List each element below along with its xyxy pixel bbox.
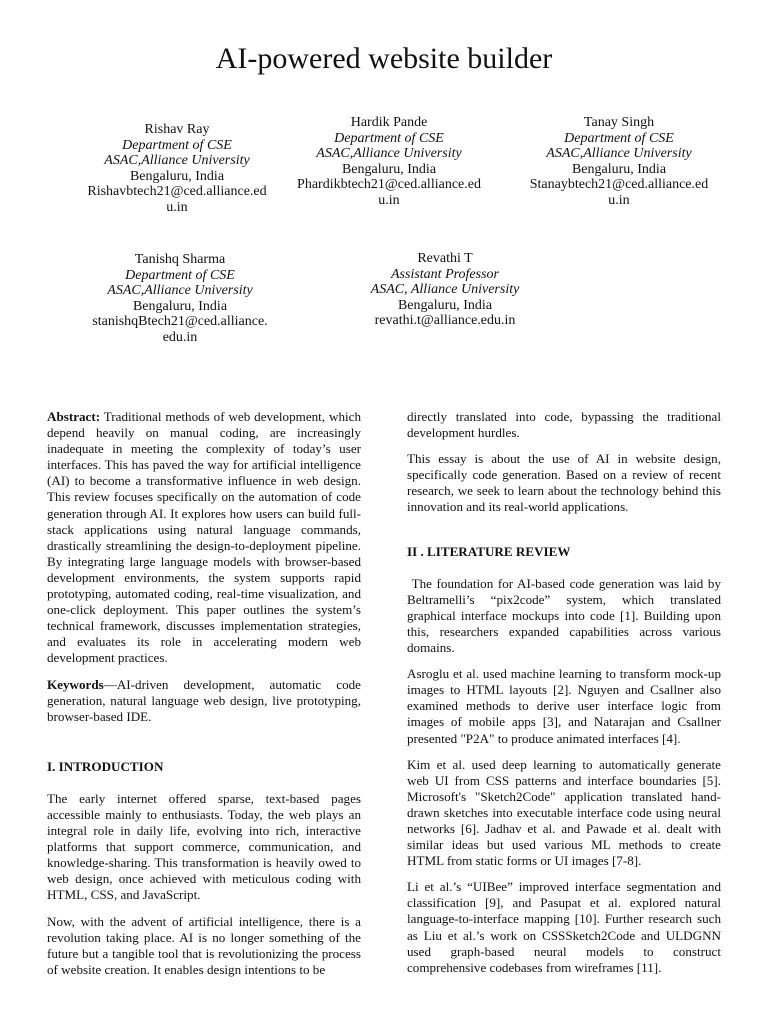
literature-paragraph: Asroglu et al. used machine learning to transform mock-up images to HTML layouts [2]. Nguyen and Csallner also examined methods to derive user interface logic from images of mobile apps [3], and Natarajan and Csallner presented "P2A" to produce animated interfaces [4].	[407, 666, 721, 746]
author-email: Phardikbtech21@ced.alliance.edu.in	[297, 177, 481, 208]
author-affiliation: ASAC,Alliance University	[107, 283, 253, 298]
author-block	[510, 115, 728, 208]
intro-paragraph: This essay is about the use of AI in website design, specifically code generation. Based on a review of recent research, we seek to learn about the technology behind this innovation and its real-world applications.	[407, 451, 721, 515]
author-block	[68, 122, 286, 215]
intro-paragraph-continued: directly translated into code, bypassing the traditional development hurdles.	[407, 409, 721, 441]
author-affiliation: ASAC,Alliance University	[546, 146, 692, 161]
author-name: Tanishq Sharma	[134, 252, 226, 267]
author-name: Hardik Pande	[350, 115, 428, 130]
left-column	[47, 409, 361, 988]
author-block	[280, 115, 498, 208]
abstract-text: Traditional methods of web development, which depend heavily on manual coding, are increasingly inadequate in meeting the complexity of today’s user interfaces. This has paved the way for artificial intelligence (AI) to become a transformative influence in web design. This review focuses specifically on the automation of code generation through AI. It explores how users can build full-stack applications using natural language commands, drastically streamlining the design-to-deployment pipeline. By integrating large language models with browser-based development environments, the system supports rapid prototyping, automated coding, real-time visualization, and one-click deployment. This paper outlines the system’s technical framework, discusses implementation strategies, and evaluates its role in accelerating modern web development practices.	[47, 409, 361, 666]
author-role: Assistant Professor	[391, 266, 499, 282]
author-name: Revathi T	[417, 251, 473, 266]
literature-paragraph: Kim et al. used deep learning to automatically generate web UI from CSS patterns and interface boundaries [5]. Microsoft's "Sketch2Code" application translated hand-drawn sketches into executable interface code using neural networks [6]. Jadhav et al. and Pawade et al. dealt with similar ideas but used various ML methods to create HTML from static forms or UI images [7-8].	[407, 756, 721, 869]
right-column	[407, 409, 725, 986]
section-heading-introduction: I. INTRODUCTION	[47, 758, 164, 774]
author-location: Bengaluru, India	[132, 298, 228, 314]
author-location: Bengaluru, India	[341, 161, 437, 177]
keywords-paragraph	[47, 677, 361, 725]
author-name: Rishav Ray	[144, 122, 210, 137]
author-department: Department of CSE	[122, 137, 232, 153]
author-department: Department of CSE	[125, 267, 235, 283]
author-location: Bengaluru, India	[397, 297, 493, 313]
author-block	[336, 251, 554, 329]
author-department: Department of CSE	[334, 130, 444, 146]
keywords-text: —AI-driven development, automatic code generation, natural language web design, live prototyping, browser-based IDE.	[47, 676, 361, 724]
literature-paragraph: Li et al.’s “UIBee” improved interface segmentation and classification [9], and Pasupat et al. explored natural language-to-interface mapping [10]. Further research such as Liu et al.’s work on CSSSketch2Code and ULDGNN used graph-based neural models to construct comprehensive codebases from wireframes [11].	[407, 879, 721, 975]
abstract-label: Abstract:	[47, 409, 101, 424]
author-email: stanishqBtech21@ced.alliance.edu.in	[92, 314, 268, 345]
intro-paragraph: The early internet offered sparse, text-based pages accessible mainly to enthusiasts. Today, the web plays an integral role in daily life, evolving into rich, interactive platforms that support commerce, communication, and knowledge-sharing. This transformation is heavily owed to web design, once achieved with meticulous coding with HTML, CSS, and JavaScript.	[47, 790, 361, 903]
keywords-label: Keywords	[47, 676, 104, 692]
paper-title: AI-powered website builder	[215, 42, 553, 75]
author-affiliation: ASAC,Alliance University	[104, 153, 250, 168]
author-affiliation: ASAC,Alliance University	[316, 146, 462, 161]
section-heading-literature-review: II . LITERATURE REVIEW	[407, 543, 571, 559]
author-email: Rishavbtech21@ced.alliance.edu.in	[87, 184, 267, 215]
author-affiliation: ASAC, Alliance University	[370, 282, 520, 297]
abstract-paragraph	[47, 409, 361, 667]
author-location: Bengaluru, India	[129, 168, 225, 184]
author-email: Stanaybtech21@ced.alliance.edu.in	[529, 177, 709, 208]
author-location: Bengaluru, India	[571, 161, 667, 177]
intro-paragraph: Now, with the advent of artificial intelligence, there is a revolution taking place. AI is no longer something of the future but a tangible tool that is revolutionizing the process of website creation. It enables design intentions to be	[47, 913, 361, 977]
author-block	[71, 252, 289, 345]
author-name: Tanay Singh	[583, 115, 655, 130]
literature-paragraph: The foundation for AI-based code generation was laid by Beltramelli’s “pix2code” system, which translated graphical interface mockups into code [1]. Building upon this, researchers expanded capabilities across various domains.	[407, 575, 725, 656]
author-department: Department of CSE	[564, 130, 674, 146]
author-email: revathi.t@alliance.edu.in	[374, 313, 516, 328]
